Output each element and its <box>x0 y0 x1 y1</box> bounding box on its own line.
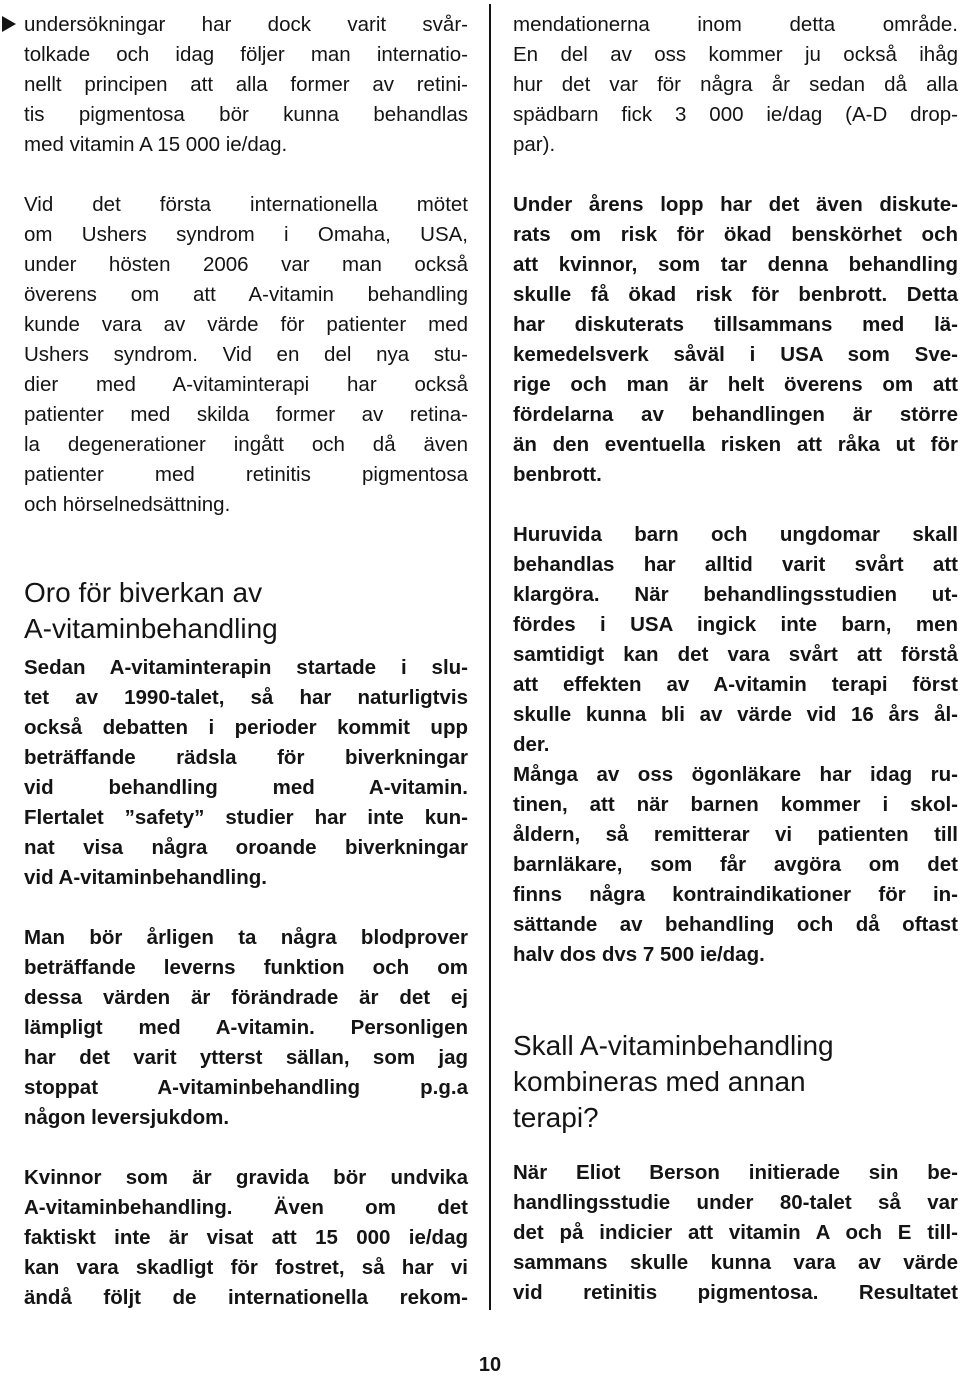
pregnancy-paragraph <box>24 1163 468 1313</box>
text-line: benbrott. <box>513 463 602 486</box>
text-line: tolkade och idag följer man internatio- <box>24 43 468 66</box>
text-line: och hörselnedsättning. <box>24 493 231 516</box>
text-line: det på indicier att vitamin A och E till- <box>513 1221 958 1244</box>
text-line: fördes i USA ingick inte barn, men <box>513 613 958 636</box>
column-divider <box>489 4 491 1310</box>
text-line: halv dos dvs 7 500 ie/dag. <box>513 943 765 966</box>
heading-line: kombineras med annan <box>513 1066 806 1097</box>
text-line: mendationerna inom detta område. <box>513 13 958 36</box>
text-line: beträffande rädsla för biverkningar <box>24 746 468 769</box>
text-line: Vid det första internationella mötet <box>24 193 468 216</box>
text-line: nellt principen att alla former av retini- <box>24 73 468 96</box>
text-line: rats om risk för ökad benskörhet och <box>513 223 958 246</box>
text-line: handlingsstudie under 80-talet så var <box>513 1191 958 1214</box>
section-heading-side-effects <box>24 575 468 647</box>
text-line: vid behandling med A-vitamin. <box>24 776 468 799</box>
text-line: Kvinnor som är gravida bör undvika <box>24 1166 468 1189</box>
text-line: beträffande leverns funktion och om <box>24 956 468 979</box>
text-line: undersökningar har dock varit svår- <box>24 13 468 36</box>
text-line: att kvinnor, som tar denna behandling <box>513 253 958 276</box>
heading-line: A-vitaminbehandling <box>24 613 278 644</box>
text-line: A-vitaminbehandling. Även om det <box>24 1196 468 1219</box>
text-line: någon leversjukdom. <box>24 1106 230 1129</box>
text-line: faktiskt inte är visat att 15 000 ie/dag <box>24 1226 468 1249</box>
text-line: skulle få ökad risk för benbrott. Detta <box>513 283 958 306</box>
text-line: patienter med retinitis pigmentosa <box>24 463 468 486</box>
text-line: Många av oss ögonläkare har idag ru- <box>513 763 958 786</box>
right-column <box>513 0 958 1308</box>
text-line: sammans skulle kunna vara av värde <box>513 1251 958 1274</box>
text-line: tis pigmentosa bör kunna behandlas <box>24 103 468 126</box>
text-line: Under årens lopp har det även diskute- <box>513 193 958 216</box>
text-line: Flertalet ”safety” studier har inte kun- <box>24 806 468 829</box>
text-line: dessa värden är förändrade är det ej <box>24 986 468 1009</box>
text-line: sättande av behandling och då oftast <box>513 913 958 936</box>
section-marker-arrow-icon <box>2 16 16 32</box>
text-line: om Ushers syndrom i Omaha, USA, <box>24 223 468 246</box>
text-line: har diskuterats tillsammans med lä- <box>513 313 958 336</box>
text-line: kan vara skadligt för fostret, så har vi <box>24 1256 468 1279</box>
text-line: Huruvida barn och ungdomar skall <box>513 523 958 546</box>
text-line: stoppat A-vitaminbehandling p.g.a <box>24 1076 468 1099</box>
text-line: att effekten av A-vitamin terapi först <box>513 673 958 696</box>
text-line: fördelarna av behandlingen är större <box>513 403 958 426</box>
text-line: också debatten i perioder kommit upp <box>24 716 468 739</box>
text-line: behandlas har alltid varit svårt att <box>513 553 958 576</box>
text-line: kunde vara av värde för patienter med <box>24 313 468 336</box>
text-line: nat visa några oroande biverkningar <box>24 836 468 859</box>
text-line: finns några kontraindikationer för in- <box>513 883 958 906</box>
text-line: En del av oss kommer ju också ihåg <box>513 43 958 66</box>
left-column <box>24 0 468 1313</box>
text-line: åldern, så remitterar vi patienten till <box>513 823 958 846</box>
text-line: skulle kunna bli av värde vid 16 års ål- <box>513 703 958 726</box>
text-line: Sedan A-vitaminterapin startade i slu- <box>24 656 468 679</box>
heading-line: Skall A-vitaminbehandling <box>513 1030 834 1061</box>
text-line: med vitamin A 15 000 ie/dag. <box>24 133 288 156</box>
text-line: barnläkare, som får avgöra om det <box>513 853 958 876</box>
text-line: hur det var för några år sedan då alla <box>513 73 958 96</box>
text-line: under hösten 2006 var man också <box>24 253 468 276</box>
text-line: Ushers syndrom. Vid en del nya stu- <box>24 343 468 366</box>
omaha-paragraph <box>24 190 468 520</box>
text-line: patienter med skilda former av retina- <box>24 403 468 426</box>
text-line: kemedelsverk såväl i USA som Sve- <box>513 343 958 366</box>
text-line: vid retinitis pigmentosa. Resultatet <box>513 1281 958 1304</box>
page-number: 10 <box>478 1354 502 1376</box>
section-heading-combination-therapy <box>513 1028 958 1136</box>
text-line: tinen, att när barnen kommer i skol- <box>513 793 958 816</box>
text-line: par). <box>513 133 556 156</box>
text-line: än den eventuella risken att råka ut för <box>513 433 958 456</box>
text-line: lämpligt med A-vitamin. Personligen <box>24 1016 468 1039</box>
text-line: ändå följt de internationella rekom- <box>24 1286 468 1309</box>
text-line: När Eliot Berson initierade sin be- <box>513 1161 958 1184</box>
text-line: dier med A-vitaminterapi har också <box>24 373 468 396</box>
text-line: överens om att A-vitamin behandling <box>24 283 468 306</box>
recommendation-paragraph <box>513 10 958 160</box>
text-line: klargöra. När behandlingsstudien ut- <box>513 583 958 606</box>
heading-line: Oro för biverkan av <box>24 577 263 608</box>
text-line: der. <box>513 733 550 756</box>
text-line: samtidigt kan det vara svårt att förstå <box>513 643 958 666</box>
intro-paragraph <box>24 10 468 160</box>
text-line: har det varit ytterst sällan, som jag <box>24 1046 468 1069</box>
text-line: rige och man är helt överens om att <box>513 373 958 396</box>
bone-fracture-paragraph <box>513 190 958 490</box>
children-paragraph <box>513 520 958 970</box>
heading-line: terapi? <box>513 1102 599 1133</box>
blood-test-paragraph <box>24 923 468 1133</box>
side-effects-paragraph <box>24 653 468 893</box>
berson-paragraph <box>513 1158 958 1308</box>
text-line: spädbarn fick 3 000 ie/dag (A-D drop- <box>513 103 958 126</box>
text-line: vid A-vitaminbehandling. <box>24 866 267 889</box>
text-line: tet av 1990-talet, så har naturligtvis <box>24 686 468 709</box>
text-line: Man bör årligen ta några blodprover <box>24 926 468 949</box>
text-line: la degenerationer ingått och då även <box>24 433 468 456</box>
